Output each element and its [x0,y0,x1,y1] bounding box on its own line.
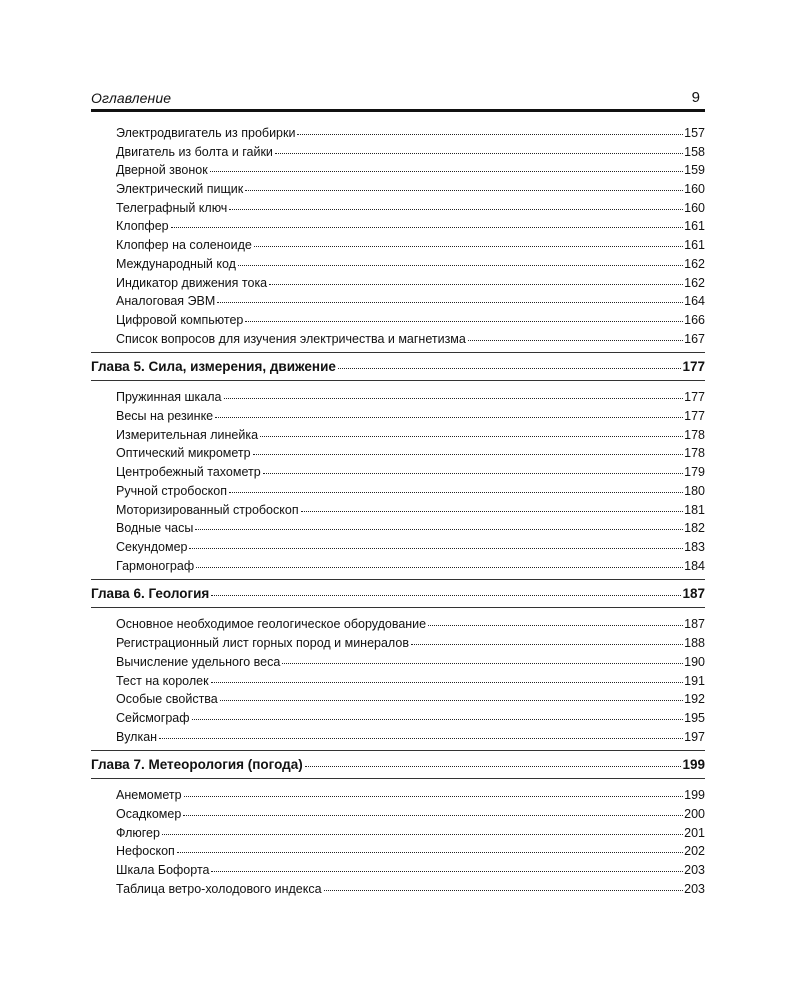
entry-page-number: 200 [684,807,705,821]
toc-entry [116,163,705,181]
dot-leader [184,796,684,797]
dot-leader [254,246,683,247]
toc-entry [116,674,705,692]
toc-entry [116,201,705,219]
dot-leader [229,492,683,493]
dot-leader [468,340,683,341]
toc-entry [116,711,705,729]
dot-leader [211,682,684,683]
dot-leader [428,625,683,626]
dot-leader [220,700,683,701]
dot-leader [245,190,683,191]
entry-title: Оптический микрометр [116,446,251,460]
toc-entry [116,145,705,163]
toc-entry [116,807,705,825]
dot-leader [297,134,683,135]
dot-leader [217,302,683,303]
dot-leader [224,398,684,399]
entry-page-number: 162 [684,257,705,271]
entry-page-number: 161 [684,238,705,252]
dot-leader [238,265,683,266]
entry-page-number: 197 [684,730,705,744]
toc-entry [116,313,705,331]
chapter-title: Глава 7. Метеорология (погода) [91,757,303,772]
dot-leader [245,321,683,322]
entry-title: Электродвигатель из пробирки [116,126,296,140]
entry-page-number: 178 [684,446,705,460]
running-header [91,88,705,110]
dot-leader [269,284,683,285]
toc-entry [116,826,705,844]
toc-entry [116,126,705,144]
entry-title: Измерительная линейка [116,428,259,442]
toc-entry [116,730,705,748]
entry-title: Флюгер [116,826,160,840]
entry-title: Телеграфный ключ [116,201,228,215]
toc-entry [116,844,705,862]
dot-leader [210,171,683,172]
dot-leader [171,227,684,228]
toc-entry [116,882,705,900]
dot-leader [177,852,683,853]
entry-page-number: 179 [684,465,705,479]
entry-page-number: 157 [684,126,705,140]
entry-title: Аналоговая ЭВМ [116,294,216,308]
entry-page-number: 161 [684,219,705,233]
entry-title: Клопфер [116,219,169,233]
entry-page-number: 158 [684,145,705,159]
entry-title: Вулкан [116,730,158,744]
dot-leader [324,890,684,891]
entry-page-number: 203 [684,863,705,877]
entry-title: Гармонограф [116,559,195,573]
dot-leader [282,663,683,664]
dot-leader [211,595,681,596]
dot-leader [195,529,683,530]
toc-entry [116,863,705,881]
dot-leader [275,153,683,154]
entry-page-number: 160 [684,201,705,215]
dot-leader [189,548,683,549]
toc-entry [116,484,705,502]
entry-title: Электрический пищик [116,182,244,196]
chapter-title: Глава 6. Геология [91,586,210,601]
toc-entry [116,332,705,350]
entry-page-number: 199 [684,788,705,802]
entry-page-number: 201 [684,826,705,840]
dot-leader [411,644,683,645]
entry-title: Особые свойства [116,692,218,706]
toc-entry [116,503,705,521]
toc-entry [116,390,705,408]
section-separator [91,579,705,580]
chapter-page-number: 187 [682,586,705,601]
entry-page-number: 188 [684,636,705,650]
toc-chapter [91,359,705,379]
toc-entry [116,788,705,806]
section-separator [91,352,705,353]
dot-leader [183,815,683,816]
entry-page-number: 167 [684,332,705,346]
entry-title: Осадкомер [116,807,182,821]
toc-entry [116,465,705,483]
entry-title: Тест на королек [116,674,209,688]
toc-entry [116,219,705,237]
entry-page-number: 181 [684,503,705,517]
entry-title: Список вопросов для изучения электричества и магнетизма [116,332,466,346]
entry-title: Шкала Бофорта [116,863,210,877]
entry-title: Вычисление удельного веса [116,655,281,669]
toc-entry [116,446,705,464]
entry-page-number: 166 [684,313,705,327]
dot-leader [162,834,683,835]
entry-title: Таблица ветро-холодового индекса [116,882,322,896]
dot-leader [211,871,683,872]
entry-page-number: 159 [684,163,705,177]
toc-entry [116,238,705,256]
entry-title: Водные часы [116,521,194,535]
toc-entry [116,521,705,539]
entry-title: Индикатор движения тока [116,276,268,290]
entry-title: Секундомер [116,540,188,554]
entry-page-number: 182 [684,521,705,535]
entry-page-number: 190 [684,655,705,669]
toc-entry [116,540,705,558]
entry-title: Нефоскоп [116,844,175,858]
entry-page-number: 192 [684,692,705,706]
entry-page-number: 177 [684,390,705,404]
dot-leader [196,567,683,568]
header-page-number: 9 [691,89,700,106]
toc-entry [116,276,705,294]
chapter-page-number: 199 [682,757,705,772]
entry-page-number: 202 [684,844,705,858]
dot-leader [263,473,683,474]
entry-title: Весы на резинке [116,409,214,423]
entry-title: Основное необходимое геологическое оборудование [116,617,427,631]
dot-leader [159,738,683,739]
entry-page-number: 183 [684,540,705,554]
entry-title: Сейсмограф [116,711,190,725]
section-separator [91,750,705,751]
entry-page-number: 160 [684,182,705,196]
header-rule [91,109,705,112]
toc-entry [116,428,705,446]
dot-leader [229,209,683,210]
toc-entry [116,655,705,673]
entry-title: Центробежный тахометр [116,465,261,479]
chapter-page-number: 177 [682,359,705,374]
entry-page-number: 184 [684,559,705,573]
toc-entry [116,409,705,427]
entry-title: Анемометр [116,788,182,802]
entry-title: Международный код [116,257,236,271]
chapter-title: Глава 5. Сила, измерения, движение [91,359,336,374]
entry-title: Моторизированный стробоскоп [116,503,299,517]
toc-entry [116,182,705,200]
toc-chapter [91,586,705,606]
entry-page-number: 203 [684,882,705,896]
dot-leader [253,454,684,455]
toc-entry [116,617,705,635]
toc-entry [116,559,705,577]
entry-title: Пружинная шкала [116,390,222,404]
entry-title: Цифровой компьютер [116,313,244,327]
dot-leader [192,719,684,720]
chapter-rule [91,380,705,381]
dot-leader [260,436,683,437]
entry-title: Клопфер на соленоиде [116,238,252,252]
chapter-rule [91,607,705,608]
entry-page-number: 178 [684,428,705,442]
toc-entry [116,257,705,275]
dot-leader [338,368,682,369]
toc-chapter [91,757,705,777]
entry-page-number: 180 [684,484,705,498]
chapter-rule [91,778,705,779]
entry-page-number: 164 [684,294,705,308]
toc-entry [116,692,705,710]
entry-page-number: 177 [684,409,705,423]
entry-page-number: 195 [684,711,705,725]
entry-title: Ручной стробоскоп [116,484,227,498]
dot-leader [301,511,684,512]
entry-title: Дверной звонок [116,163,208,177]
toc-entry [116,636,705,654]
entry-title: Регистрационный лист горных пород и минералов [116,636,409,650]
header-title: Оглавление [91,90,172,106]
dot-leader [305,766,682,767]
entry-page-number: 191 [684,674,705,688]
dot-leader [215,417,683,418]
entry-title: Двигатель из болта и гайки [116,145,273,159]
toc-entry [116,294,705,312]
entry-page-number: 187 [684,617,705,631]
entry-page-number: 162 [684,276,705,290]
